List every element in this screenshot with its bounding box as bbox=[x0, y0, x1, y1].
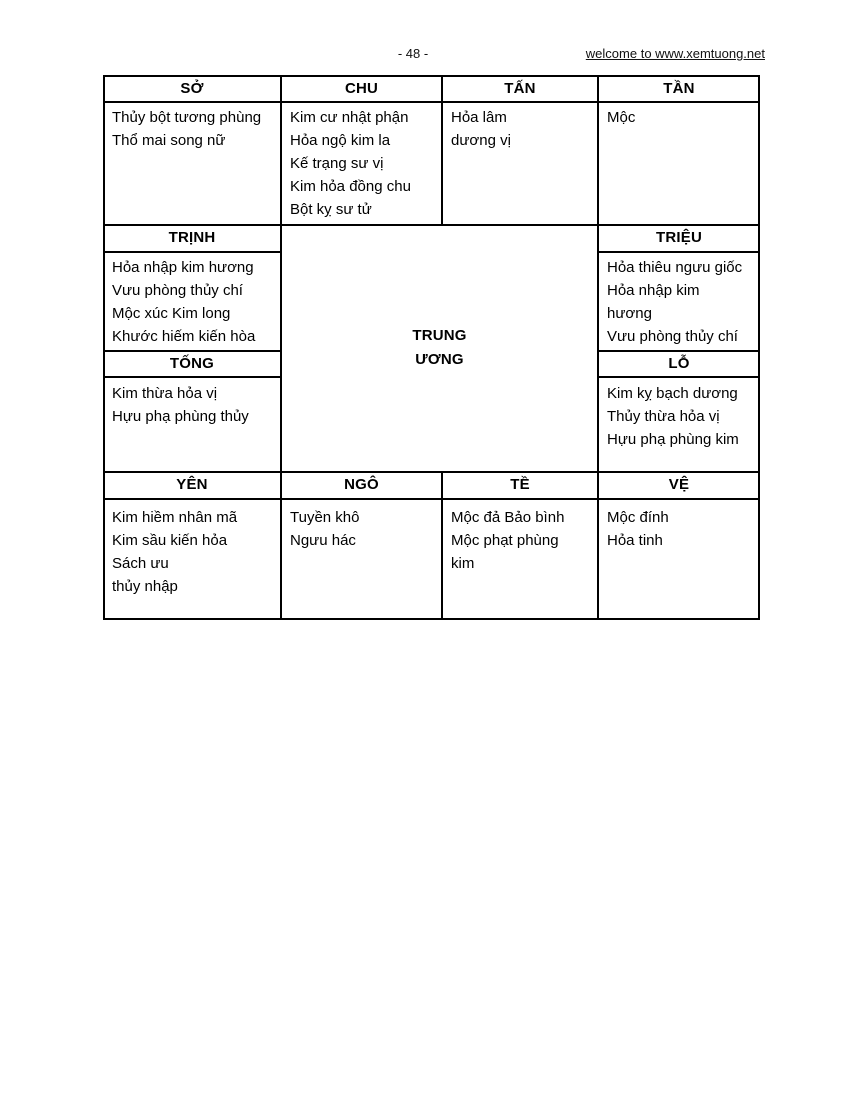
text-line: Hỏa tinh bbox=[607, 532, 663, 549]
cell-yen-content bbox=[103, 498, 281, 620]
regions-table bbox=[103, 75, 760, 620]
cell-tan-sac-content bbox=[442, 101, 598, 224]
cell-tan-huyen-content bbox=[598, 101, 760, 224]
header-cell-so: SỞ bbox=[180, 79, 204, 97]
text-line: Hỏa ngộ kim la bbox=[290, 132, 391, 149]
header-cell-tong: TỐNG bbox=[169, 354, 215, 372]
text-line: Hỏa nhập kim bbox=[607, 282, 700, 299]
header-cell-ngo: NGÔ bbox=[344, 476, 379, 493]
text-line: Vưu phòng thủy chí bbox=[112, 282, 243, 299]
text-line: TRUNG bbox=[412, 326, 467, 344]
text-line: Mộc phạt phùng bbox=[451, 532, 559, 549]
text-line: ƯƠNG bbox=[415, 350, 464, 368]
text-line: Ngưu hác bbox=[290, 532, 356, 549]
text-line: Kim hiềm nhân mã bbox=[112, 509, 238, 526]
cell-so-content bbox=[103, 101, 281, 224]
text-line: Sách ưu bbox=[112, 555, 169, 572]
header-cell-trinh: TRỊNH bbox=[168, 229, 216, 246]
text-line: Bột kỵ sư tử bbox=[290, 201, 372, 218]
cell-tong-content bbox=[103, 376, 281, 471]
cell-ngo-content bbox=[281, 498, 442, 620]
text-line: Khước hiếm kiến hòa bbox=[112, 328, 256, 345]
text-line: Hỏa nhập kim hương bbox=[112, 259, 254, 276]
text-line: thủy nhập bbox=[112, 578, 178, 595]
header-cell-chu: CHU bbox=[344, 79, 379, 97]
text-line: Thủy thừa hỏa vị bbox=[607, 408, 720, 425]
text-line: hương bbox=[607, 305, 652, 322]
header-cell-tan-sac: TẤN bbox=[504, 79, 536, 97]
header-cell-tan-huyen: TẦN bbox=[663, 79, 695, 97]
text-line: Kim hỏa đồng chu bbox=[290, 178, 411, 195]
header-cell-ve: VỆ bbox=[668, 476, 690, 493]
cell-trinh-content bbox=[103, 251, 281, 350]
header-cell-yen: YÊN bbox=[176, 476, 208, 493]
cell-trieu-content bbox=[598, 251, 760, 350]
text-line: Thổ mai song nữ bbox=[112, 132, 226, 149]
text-line: Hựu phạ phùng kim bbox=[607, 431, 739, 448]
page-number: - 48 - bbox=[397, 46, 429, 61]
cell-chu-content bbox=[281, 101, 442, 224]
text-line: Kim thừa hỏa vị bbox=[112, 385, 218, 402]
text-line: Mộc bbox=[607, 109, 636, 126]
text-line: kim bbox=[451, 555, 475, 572]
text-line: Vưu phòng thủy chí bbox=[607, 328, 738, 345]
site-link[interactable]: welcome to www.xemtuong.net bbox=[585, 46, 765, 61]
text-line: Hựu phạ phùng thủy bbox=[112, 408, 249, 425]
text-line: Hỏa thiêu ngưu giốc bbox=[607, 259, 743, 276]
text-line: Tuyền khô bbox=[290, 509, 360, 526]
header-cell-trieu: TRIỆU bbox=[656, 229, 702, 246]
header-cell-te: TỀ bbox=[510, 476, 530, 493]
header-cell-lo: LỖ bbox=[668, 354, 690, 372]
cell-te-content bbox=[442, 498, 598, 620]
text-line: Kế trạng sư vị bbox=[290, 155, 384, 172]
text-line: Hỏa lâm bbox=[451, 109, 507, 126]
text-line: dương vị bbox=[451, 132, 511, 149]
text-line: Mộc xúc Kim long bbox=[112, 305, 231, 322]
text-line: Kim cư nhật phận bbox=[290, 109, 409, 126]
text-line: Mộc đính bbox=[607, 509, 669, 526]
text-line: Kim sầu kiến hỏa bbox=[112, 532, 228, 549]
text-line: Mộc đả Bảo bình bbox=[451, 509, 565, 526]
cell-ve-content bbox=[598, 498, 760, 620]
cell-trung-uong bbox=[281, 224, 598, 471]
cell-lo-content bbox=[598, 376, 760, 471]
text-line: Thủy bột tương phùng bbox=[112, 109, 262, 126]
text-line: Kim kỵ bạch dương bbox=[607, 385, 738, 402]
